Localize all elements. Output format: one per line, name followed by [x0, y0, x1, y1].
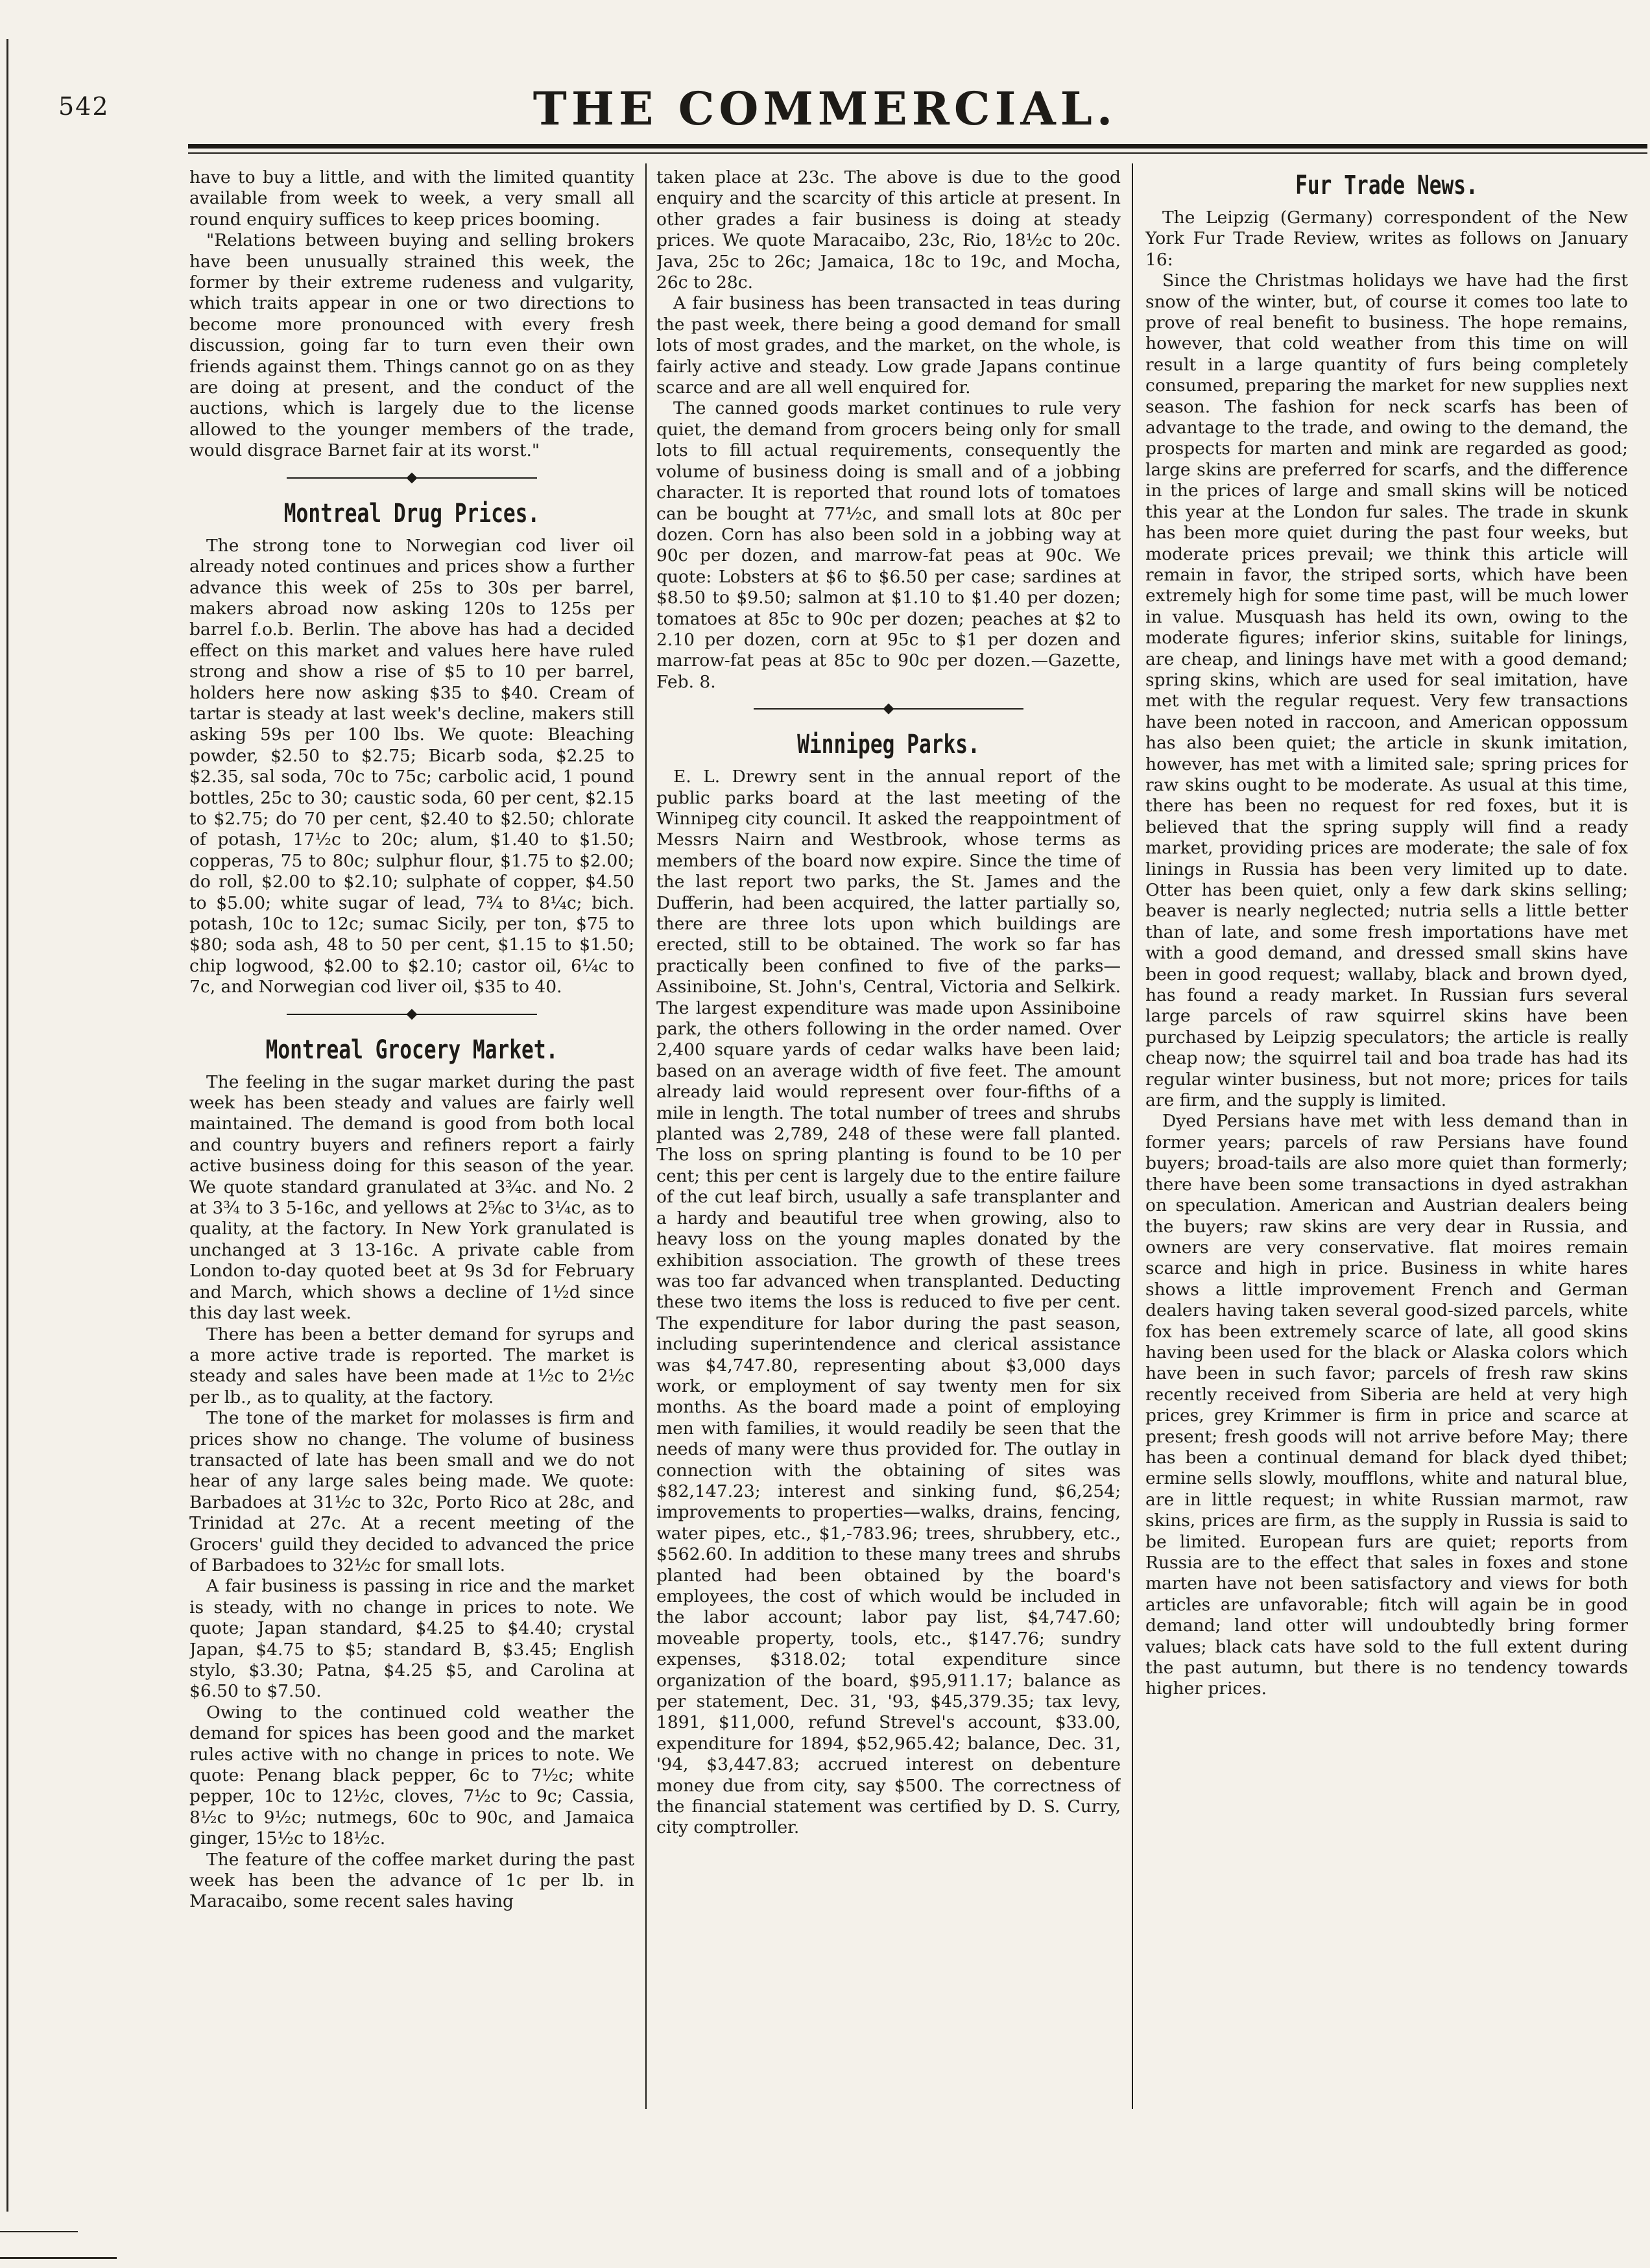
article-paragraph: have to buy a little, and with the limited quantity available from week to week, a very small all round enquiry suffices to keep prices booming. [189, 167, 634, 230]
column-1 [189, 167, 634, 2113]
article-paragraph: taken place at 23c. The above is due to the good enquiry and the scarcity of this article at present. In other grades a fair business is doing at steady prices. We quote Maracaibo, 23c, Rio, 18½c to 20c. Java, 25c to 26c; Jamaica, 18c to 19c, and Mocha, 26c to 28c. [656, 167, 1121, 293]
article-paragraph: The tone of the market for molasses is firm and prices show no change. The volume of business transacted of late has been small and we do not hear of any large sales being made. We quote: Barbadoes at 31½c to 32c, Porto Rico at 28c, and Trinidad at 27c. At a recent meeting of the Grocers' guild they decided to advanced the price of Barbadoes to 32½c for small lots. [189, 1408, 634, 1575]
section-ornament [754, 703, 1023, 715]
masthead-rule-thick [188, 144, 1647, 149]
page-number: 542 [58, 92, 110, 121]
masthead-rule-thin [188, 152, 1647, 154]
section-ornament [287, 472, 537, 484]
article-paragraph: The Leipzig (Germany) correspondent of the New York Fur Trade Review, writes as follows on January 16: [1145, 208, 1628, 270]
heading-montreal-drug-prices: Montreal Drug Prices. [283, 498, 540, 529]
heading-fur-trade-news: Fur Trade News. [1295, 171, 1478, 200]
column-2 [656, 167, 1121, 2113]
article-paragraph: A fair business has been transacted in teas during the past week, there being a good demand for small lots of most grades, and the market, on the whole, is fairly active and steady. Low grade Japans continue scarce and are all well enquired for. [656, 293, 1121, 398]
page-edge-bottom [0, 2257, 117, 2259]
article-paragraph: The feeling in the sugar market during the past week has been steady and values are fairly well maintained. The demand is good from both local and country buyers and refiners report a fairly active business doing for this season of the year. We quote standard granulated at 3¾c. and No. 2 at 3¾ to 3 5-16c, and yellows at 2⅝c to 3¼c, as to quality, at the factory. In New York granulated is unchanged at 3 13-16c. A private cable from London to-day quoted beet at 9s 3d for February and March, which shows a decline of 1½d since this day last week. [189, 1071, 634, 1324]
article-paragraph: The feature of the coffee market during the past week has been the advance of 1c per lb. in Maracaibo, some recent sales having [189, 1849, 634, 1912]
column-divider [1132, 163, 1133, 2109]
article-paragraph: E. L. Drewry sent in the annual report of the public parks board at the last meeting of the Winnipeg city council. It asked the reappointment of Messrs Nairn and Westbrook, whose terms as members of the board now expire. Since the time of the last report two parks, the St. James and the Dufferin, had been acquired, the latter partially so, there are three lots upon which buildings are erected, still to be obtained. The work so far has practically been confined to five of the parks—Assiniboine, St. John's, Central, Victoria and Selkirk. The largest expenditure was made upon Assiniboine park, the others following in the order named. Over 2,400 square yards of cedar walks have been laid; based on an average width of five feet. The amount already laid would represent over four-fifths of a mile in length. The total number of trees and shrubs planted was 2,789, 248 of these were fall planted. The loss on spring planting is found to be 10 per cent; this per cent is largely due to the entire failure of the cut leaf birch, usually a safe transplanter and a hardy and beautiful tree when growing, also to heavy loss on the young maples donated by the exhibition association. The growth of these trees was too far advanced when transplanted. Deducting these two items the loss is reduced to five per cent. The expenditure for labor during the past season, including superintendence and clerical assistance was $4,747.80, representing about $3,000 days work, or employment of say twenty men for six months. As the board made a point of employing men with families, it would readily be seen that the needs of many were thus provided for. The outlay in connection with the obtaining of sites was $82,147.23; interest and sinking fund, $6,254; improvements to properties—walks, drains, fencing, water pipes, etc., $1,-783.96; trees, shrubbery, etc., $562.60. In addition to these many trees and shrubs planted had been obtained by the board's employees, the cost of which would be included in the labor account; labor pay list, $4,747.60; moveable property, tools, etc., $147.76; sundry expenses, $318.02; total expenditure since organization of the board, $95,911.17; balance as per statement, Dec. 31, '93, $45,379.35; tax levy, 1891, $11,000, refund Strevel's account, $33.00, expenditure for 1894, $52,965.42; balance, Dec. 31, '94, $3,447.83; accrued interest on debenture money due from city, say $500. The correctness of the financial statement was certified by D. S. Curry, city comptroller. [656, 767, 1121, 1838]
column-divider [645, 163, 647, 2109]
article-paragraph: "Relations between buying and selling brokers have been unusually strained this week, the former by their extreme rudeness and vulgarity, which traits appear in one or two directions to become more pronounced with every fresh discussion, going far to turn even their own friends against them. Things cannot go on as they are doing at present, and the conduct of the auctions, which is largely due to the license allowed to the younger members of the trade, would disgrace Barnet fair at its worst." [189, 230, 634, 461]
heading-montreal-grocery-market: Montreal Grocery Market. [265, 1034, 558, 1065]
column-3 [1145, 167, 1628, 2113]
article-paragraph: There has been a better demand for syrups and a more active trade is reported. The market is steady and sales have been made at 1½c to 2½c per lb., as to quality, at the factory. [189, 1324, 634, 1407]
article-paragraph: The strong tone to Norwegian cod liver oil already noted continues and prices show a further advance this week of 25s to 30s per barrel, makers abroad now asking 120s to 125s per barrel f.o.b. Berlin. The above has had a decided effect on this market and values here have ruled strong and show a rise of $5 to 10 per barrel, holders here now asking $35 to $40. Cream of tartar is steady at last week's decline, makers still asking 59s per 100 lbs. We quote: Bleaching powder, $2.50 to $2.75; Bicarb soda, $2.25 to $2.35, sal soda, 70c to 75c; carbolic acid, 1 pound bottles, 25c to 30; caustic soda, 60 per cent, $2.15 to $2.75; do 70 per cent, $2.40 to $2.50; chlorate of potash, 17½c to 20c; alum, $1.40 to $1.50; copperas, 75 to 80c; sulphur flour, $1.75 to $2.00; do roll, $2.00 to $2.10; sulphate of copper, $4.50 to $5.00; white sugar of lead, 7¾ to 8¼c; bich. potash, 10c to 12c; sumac Sicily, per ton, $75 to $80; soda ash, 48 to 50 per cent, $1.15 to $1.50; chip logwood, $2.00 to $2.10; castor oil, 6¼c to 7c, and Norwegian cod liver oil, $35 to 40. [189, 535, 634, 997]
heading-winnipeg-parks: Winnipeg Parks. [797, 730, 980, 760]
page-edge-mark [0, 2231, 78, 2232]
section-ornament [287, 1009, 537, 1020]
masthead-title: THE COMMERCIAL. [532, 82, 1118, 136]
article-paragraph: Owing to the continued cold weather the demand for spices has been good and the market rules active with no change in prices to note. We quote: Penang black pepper, 6c to 7½c; white pepper, 10c to 12½c, cloves, 7½c to 9c; Cassia, 8½c to 9½c; nutmegs, 60c to 90c, and Jamaica ginger, 15½c to 18½c. [189, 1702, 634, 1849]
article-paragraph: The canned goods market continues to rule very quiet, the demand from grocers being only for small lots to fill actual requirements, consequently the volume of business doing is small and of a jobbing character. It is reported that round lots of tomatoes can be bought at 77½c, and small lots at 80c per dozen. Corn has also been sold in a jobbing way at 90c per dozen, and marrow-fat peas at 90c. We quote: Lobsters at $6 to $6.50 per case; sardines at $8.50 to $9.50; salmon at $1.10 to $1.40 per dozen; tomatoes at 85c to 90c per dozen; peaches at $2 to 2.10 per dozen, corn at 95c to $1 per dozen and marrow-fat peas at 85c to 90c per dozen.—Gazette, Feb. 8. [656, 398, 1121, 692]
article-paragraph: Dyed Persians have met with less demand than in former years; parcels of raw Persians have found buyers; broad-tails are also more quiet than formerly; there have been some transactions in dyed astrakhan on speculation. American and Austrian dealers being the buyers; raw skins are very dear in Russia, and owners are very conservative. flat moires remain scarce and high in price. Business in white hares shows a little improvement French and German dealers having taken several good-sized parcels, white fox has been extremely scarce of late, all good skins having been used for the black or Alaska colors which have been in such favor; parcels of fresh raw skins recently received from Siberia are held at very high prices, grey Krimmer is firm in price and scarce at present; fresh goods will not arrive before May; there has been a continual demand for black dyed thibet; ermine sells slowly, moufflons, white and natural blue, are in little request; in white Russian marmot, raw skins, prices are firm, as the supply in Russia is said to be limited. European furs are quiet; reports from Russia are to the effect that sales in foxes and stone marten have not been satisfactory and views for both articles are unfavorable; fitch will again be in good demand; land otter will undoubtedly bring former values; black cats have sold to the full extent during the past autumn, but there is no tendency towards higher prices. [1145, 1111, 1628, 1699]
page-edge-left [6, 39, 8, 2212]
article-paragraph: Since the Christmas holidays we have had the first snow of the winter, but, of course it comes too late to prove of real benefit to business. The hope remains, however, that cold weather from this time on will result in a large quantity of furs being completely consumed, preparing the market for new supplies next season. The fashion for neck scarfs has been of advantage to the trade, and owing to the demand, the prospects for marten and mink are regarded as good; large skins are preferred for scarfs, and the difference in the prices of large and small skins will be noticed this year at the London fur sales. The trade in skunk has been more quiet during the past four weeks, but moderate prices prevail; we think this article will remain in favor, the striped sorts, which have been extremely high for some time past, will be much lower in value. Musquash has held its own, owing to the moderate figures; inferior skins, suitable for linings, are cheap, and linings have met with a good demand; spring skins, which are used for seal imitation, have met with the regular request. Very few transactions have been noted in raccoon, and American oppossum has also been quiet; the article in skunk imitation, however, has met with a limited sale; spring prices for raw skins ought to be moderate. As usual at this time, there has been no request for red foxes, but it is believed that the spring supply will find a ready market, providing prices are moderate; the sale of fox linings in Russia has been very limited up to date. Otter has been quiet, only a few dark skins selling; beaver is nearly neglected; nutria sells a little better than of late, and some fresh importations have met with a good demand, and dressed small skins have been in good request; wallaby, black and brown dyed, has found a ready market. In Russian furs several large parcels of raw squirrel skins have been purchased by Leipzig speculators; the article is really cheap now; the squirrel tail and boa trade has had its regular winter business, but not more; prices for tails are firm, and the supply is limited. [1145, 270, 1628, 1111]
article-paragraph: A fair business is passing in rice and the market is steady, with no change in prices to note. We quote; Japan standard, $4.25 to $4.40; crystal Japan, $4.75 to $5; standard B, $3.45; English stylo, $3.30; Patna, $4.25 $5, and Carolina at $6.50 to $7.50. [189, 1576, 634, 1702]
